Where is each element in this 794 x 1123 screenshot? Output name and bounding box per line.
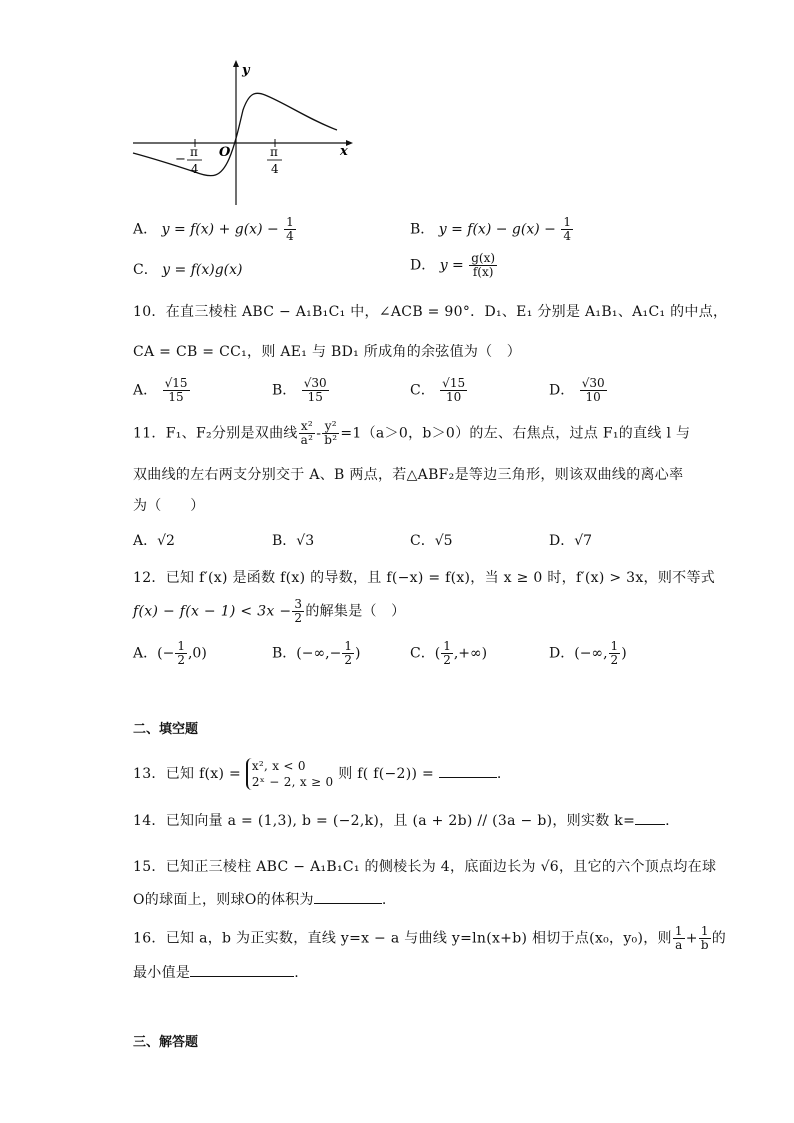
- q12-stem-line1: 12．已知 f′(x) 是函数 f(x) 的导数，且 f(−x) = f(x)，当 x ≥ 0 时，f′(x) > 3x，则不等式: [133, 570, 716, 586]
- function-curve: [133, 93, 337, 175]
- q10-option-a[interactable]: A． $\frac{√15}{15}$: [133, 376, 188, 404]
- y-axis-label: y: [242, 63, 250, 78]
- q16-stem-line2: 最小值是 .: [133, 965, 299, 981]
- q10-stem-line1: 10．在直三棱柱 ABC − A₁B₁C₁ 中，∠ACB = 90°．D₁、E₁ 分别是 A₁B₁、A₁C₁ 的中点，: [133, 304, 728, 320]
- q11-stem-line1: 11．F₁、F₂分别是双曲线 $\frac{\text{x²}}{\text{a²}}$ - $\frac{\text{y²}}{\text{b²}}$ =1（a＞0，b＞0）的左、右焦点，过点 F₁的直线 l 与: [133, 419, 691, 447]
- q12-stem-line2: f(x) − f(x − 1) < 3x − $\frac{3}{2}$ 的解集是（ ）: [133, 597, 406, 625]
- q11-option-d[interactable]: D．√7: [549, 533, 593, 549]
- section-answer-title: 三、解答题: [133, 1035, 199, 1050]
- q11-stem-line2: 双曲线的左右两支分别交于 A、B 两点，若△ABF₂是等边三角形，则该双曲线的离心率: [133, 467, 684, 483]
- origin-label: O: [219, 145, 231, 160]
- y-axis-arrow: [233, 60, 239, 67]
- section-fill-in-title: 二、填空题: [133, 722, 199, 737]
- q10-stem-line2: CA = CB = CC₁，则 AE₁ 与 BD₁ 所成角的余弦值为（ ）: [133, 344, 522, 360]
- q15-stem-line2: O的球面上，则球O的体积为 .: [133, 892, 387, 908]
- q12-option-a[interactable]: A．(− $\frac{1}{2}$ ,0): [133, 639, 207, 667]
- pos-tick-den: 4: [271, 162, 279, 176]
- q16-stem-line1: 16．已知 a，b 为正实数，直线 y=x − a 与曲线 y=ln(x+b) 相切于点(x₀，y₀)，则 $\frac{1}{a}$ + $\frac{1}{b}$ 的: [133, 924, 727, 952]
- q9-option-a[interactable]: A． y = f(x) + g(x) − $\frac{1}{4}$: [133, 215, 294, 243]
- neg-tick-den: 4: [191, 162, 199, 176]
- x-axis-label: x: [340, 144, 348, 159]
- neg-sign: −: [175, 152, 186, 167]
- q14-stem: 14．已知向量 a = (1,3), b = (−2,k)，且 (a + 2b) // (3a − b)，则实数 k= .: [133, 813, 670, 829]
- q11-option-c[interactable]: C．√5: [410, 533, 453, 549]
- q13-stem: 13．已知 f(x) = x², x < 0 2ˣ − 2, x ≥ 0 则 f( f(−2)) = .: [133, 759, 502, 789]
- q15-answer-blank[interactable]: [314, 891, 382, 904]
- q14-answer-blank[interactable]: [635, 812, 665, 825]
- q12-option-c[interactable]: C．( $\frac{1}{2}$ ,+∞): [410, 639, 488, 667]
- q12-option-d[interactable]: D．(−∞, $\frac{1}{2}$ ): [549, 639, 627, 667]
- q13-answer-blank[interactable]: [439, 765, 497, 778]
- q10-option-b[interactable]: B． $\frac{√30}{15}$: [272, 376, 327, 404]
- q9-option-d[interactable]: D． y = $\frac{g(x)}{f(x)}$: [410, 251, 496, 279]
- q15-stem-line1: 15．已知正三棱柱 ABC − A₁B₁C₁ 的侧棱长为 4，底面边长为 √6，且它的六个顶点均在球: [133, 859, 717, 875]
- q11-option-a[interactable]: A．√2: [133, 533, 175, 549]
- function-graph: [125, 55, 365, 215]
- q12-option-b[interactable]: B．(−∞,− $\frac{1}{2}$ ): [272, 639, 361, 667]
- q9-option-c[interactable]: C． y = f(x)g(x): [133, 262, 243, 278]
- q9-option-b[interactable]: B． y = f(x) − g(x) − $\frac{1}{4}$: [410, 215, 571, 243]
- q11-stem-line3: 为（ ）: [133, 498, 205, 514]
- q10-option-c[interactable]: C． $\frac{√15}{10}$: [410, 376, 466, 404]
- q16-answer-blank[interactable]: [190, 964, 294, 977]
- q11-option-b[interactable]: B．√3: [272, 533, 315, 549]
- neg-tick-num: π: [190, 145, 198, 159]
- q10-option-d[interactable]: D． $\frac{√30}{10}$: [549, 376, 605, 404]
- pos-tick-num: π: [270, 145, 278, 159]
